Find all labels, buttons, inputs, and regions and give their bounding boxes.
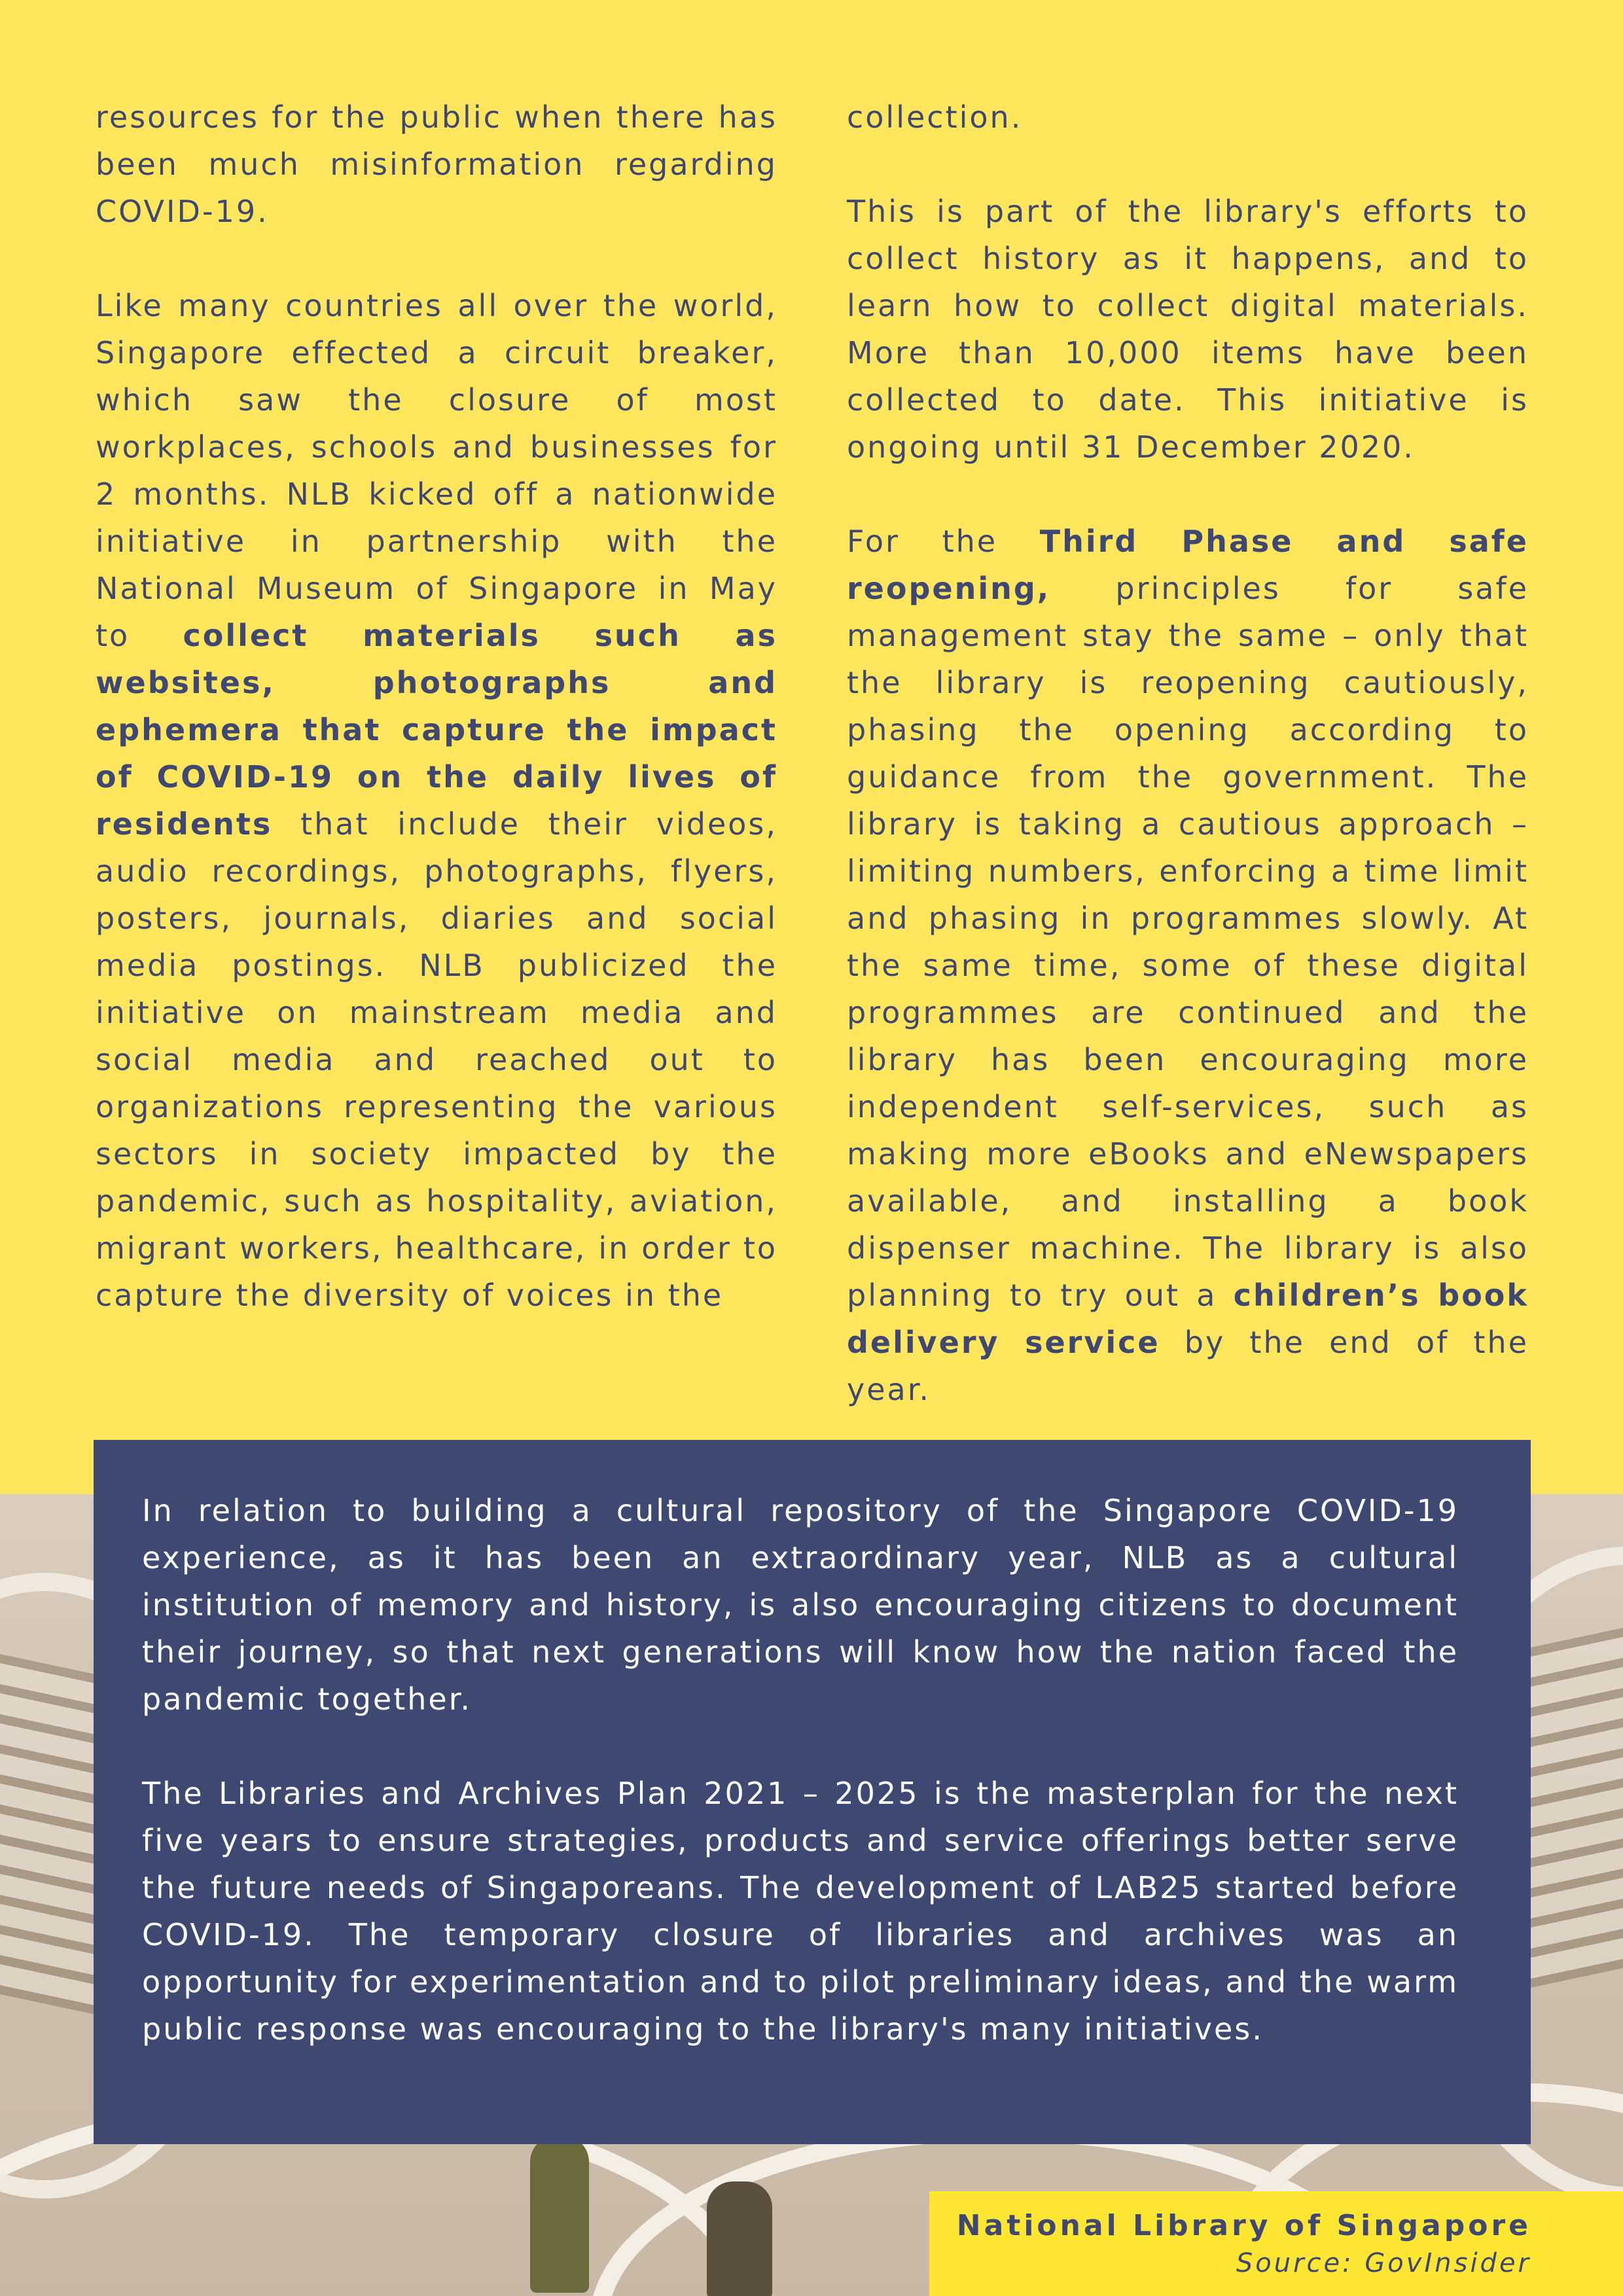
caption-source: Source: GovInsider [1236, 2248, 1531, 2278]
right-paragraph-1: collection. [847, 99, 1023, 135]
highlight-box [94, 1440, 1531, 2144]
right-paragraph-3-text-end: by the end of the year. [847, 1325, 1529, 1407]
third-phase-highlight: Third Phase and safe reopening, [847, 524, 1529, 606]
article-columns [96, 94, 1529, 1413]
visitor-figure [530, 2136, 589, 2293]
right-paragraph-2: This is part of the library's efforts to collect history as it happens, and to learn how to collect digital materials. More than 10,000 items have been collected to date. This initiative is ongoing until 31 December 2020. [847, 194, 1529, 465]
left-paragraph-2-text-start: Like many countries all over the world, Singapore effected a circuit breaker, which saw the closure of most workplaces, schools and businesses for 2 months. NLB kicked off a nationwide initiative in partnership with the National Museum of Singapore in May to [96, 288, 777, 653]
right-column [847, 94, 1529, 1413]
left-column [96, 94, 777, 1413]
book-delivery-highlight: children’s book delivery service [847, 1278, 1529, 1360]
left-paragraph-2 [96, 282, 777, 1319]
caption-title: National Library of Singapore [956, 2209, 1531, 2242]
box-paragraph-1: In relation to building a cultural repository of the Singapore COVID-19 experience, as it has been an extraordinary year, NLB as a cultural institution of memory and history, is also encouraging citizens to document their journey, so that next generations will know how the nation faced the pandemic together. [142, 1493, 1459, 1717]
photo-caption [929, 2191, 1623, 2296]
right-paragraph-3-text-start: For the [847, 524, 1040, 559]
left-paragraph-1: resources for the public when there has been much misinformation regarding COVID-19. [96, 99, 777, 229]
left-paragraph-2-text-end: that include their videos, audio recordings, photographs, flyers, posters, journals, diaries and social media postings. NLB publicized the initiative on mainstream media and social media and reached out to organizations representing the various sectors in society impacted by the pandemic, such as hospitality, aviation, migrant workers, healthcare, in order to capture the diversity of voices in the [96, 806, 777, 1313]
box-paragraph-2: The Libraries and Archives Plan 2021 – 2025 is the masterplan for the next five years to ensure strategies, products and service offerings better serve the future needs of Singaporeans. The development of LAB25 started before COVID-19. The temporary closure of libraries and archives was an opportunity for experimentation and to pilot preliminary ideas, and the warm public response was encouraging to the library's many initiatives. [142, 1776, 1459, 2047]
right-paragraph-3-text-mid: principles for safe management stay the same – only that the library is reopening cautiously, phasing the opening according to guidance from the government. The library is taking a cautious approach – limiting numbers, enforcing a time limit and phasing in programmes slowly. At the same time, some of these digital programmes are continued and the library has been encouraging more independent self-services, such as making more eBooks and eNewspapers available, and installing a book dispenser machine. The library is also planning to try out a [847, 571, 1529, 1313]
visitor-figure [707, 2181, 772, 2296]
left-paragraph-2-highlight: collect materials such as websites, photographs and ephemera that capture the impact of COVID-19 on the daily lives of residents [96, 618, 777, 842]
right-paragraph-3 [847, 518, 1529, 1413]
